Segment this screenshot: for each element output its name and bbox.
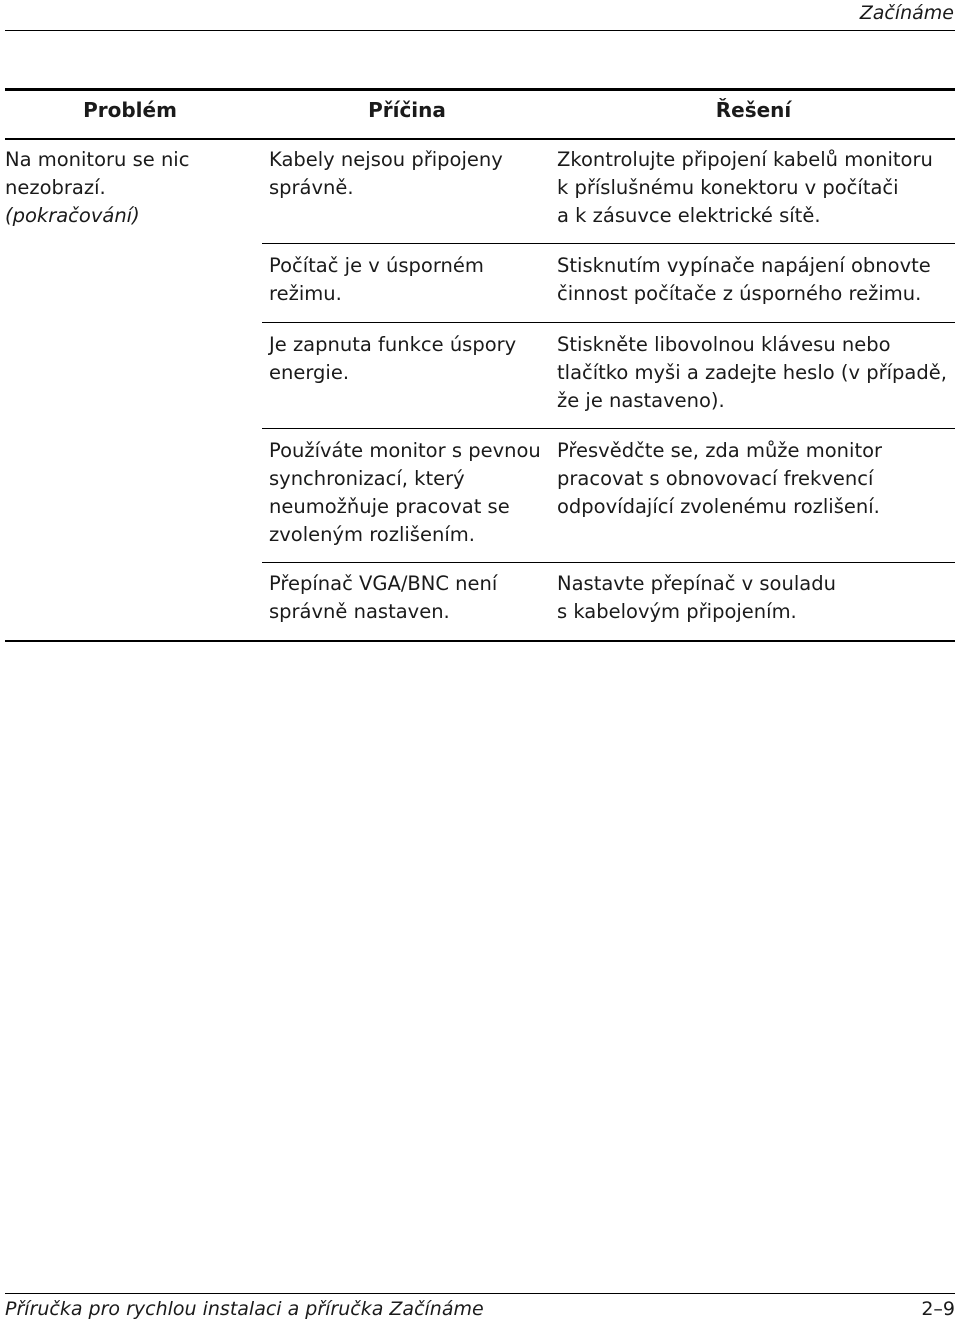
problem-text: nezobrazí. — [5, 176, 106, 199]
cause-text: Používáte monitor s pevnou — [269, 439, 541, 462]
cause-text: Kabely nejsou připojeny — [269, 148, 503, 171]
cause-text: Přepínač VGA/BNC není — [269, 572, 498, 595]
column-header-cause: Příčina — [368, 98, 446, 122]
table-bottom-rule — [5, 640, 955, 642]
solution-text: Zkontrolujte připojení kabelů monitoru — [557, 148, 933, 171]
solution-text: Nastavte přepínač v souladu — [557, 572, 836, 595]
header-rule — [5, 30, 955, 31]
cause-cell — [269, 331, 516, 387]
footer-rule — [5, 1293, 955, 1294]
solution-text: že je nastaveno). — [557, 389, 725, 412]
row-divider — [262, 562, 955, 563]
cause-text: Je zapnuta funkce úspory — [269, 333, 517, 356]
solution-text: tlačítko myši a zadejte heslo (v případě, — [557, 361, 947, 384]
solution-cell — [557, 331, 947, 415]
row-divider — [262, 243, 955, 244]
column-header-solution: Řešení — [715, 98, 792, 122]
problem-cell — [5, 146, 189, 230]
column-header-problem: Problém — [83, 98, 177, 122]
header-bottom-rule — [5, 138, 955, 140]
cause-cell — [269, 252, 484, 308]
solution-cell — [557, 252, 931, 308]
running-head: Začínáme — [859, 2, 954, 24]
solution-text: Stisknutím vypínače napájení obnovte — [557, 254, 931, 277]
solution-text: s kabelovým připojením. — [557, 600, 797, 623]
cause-text: zvoleným rozlišením. — [269, 523, 475, 546]
solution-text: pracovat s obnovovací frekvencí — [557, 467, 874, 490]
cause-text: správně. — [269, 176, 354, 199]
cause-text: synchronizací, který — [269, 467, 465, 490]
row-divider — [262, 428, 955, 429]
page-number: 2–9 — [921, 1298, 955, 1320]
cause-cell — [269, 570, 497, 626]
cause-text: režimu. — [269, 282, 342, 305]
solution-text: Přesvědčte se, zda může monitor — [557, 439, 883, 462]
problem-text: Na monitoru se nic — [5, 148, 190, 171]
table-top-rule — [5, 88, 955, 91]
cause-text: Počítač je v úsporném — [269, 254, 484, 277]
cause-text: energie. — [269, 361, 350, 384]
solution-text: a k zásuvce elektrické sítě. — [557, 204, 821, 227]
cause-text: neumožňuje pracovat se — [269, 495, 510, 518]
continued-note: (pokračování) — [5, 204, 140, 227]
cause-cell — [269, 146, 503, 202]
solution-text: odpovídající zvolenému rozlišení. — [557, 495, 880, 518]
solution-text: Stiskněte libovolnou klávesu nebo — [557, 333, 891, 356]
row-divider — [262, 322, 955, 323]
solution-text: k příslušnému konektoru v počítači — [557, 176, 899, 199]
solution-text: činnost počítače z úsporného režimu. — [557, 282, 922, 305]
cause-text: správně nastaven. — [269, 600, 450, 623]
solution-cell — [557, 437, 882, 521]
solution-cell — [557, 570, 836, 626]
cause-cell — [269, 437, 541, 549]
footer-title: Příručka pro rychlou instalaci a příručka Začínáme — [5, 1298, 484, 1320]
solution-cell — [557, 146, 933, 230]
